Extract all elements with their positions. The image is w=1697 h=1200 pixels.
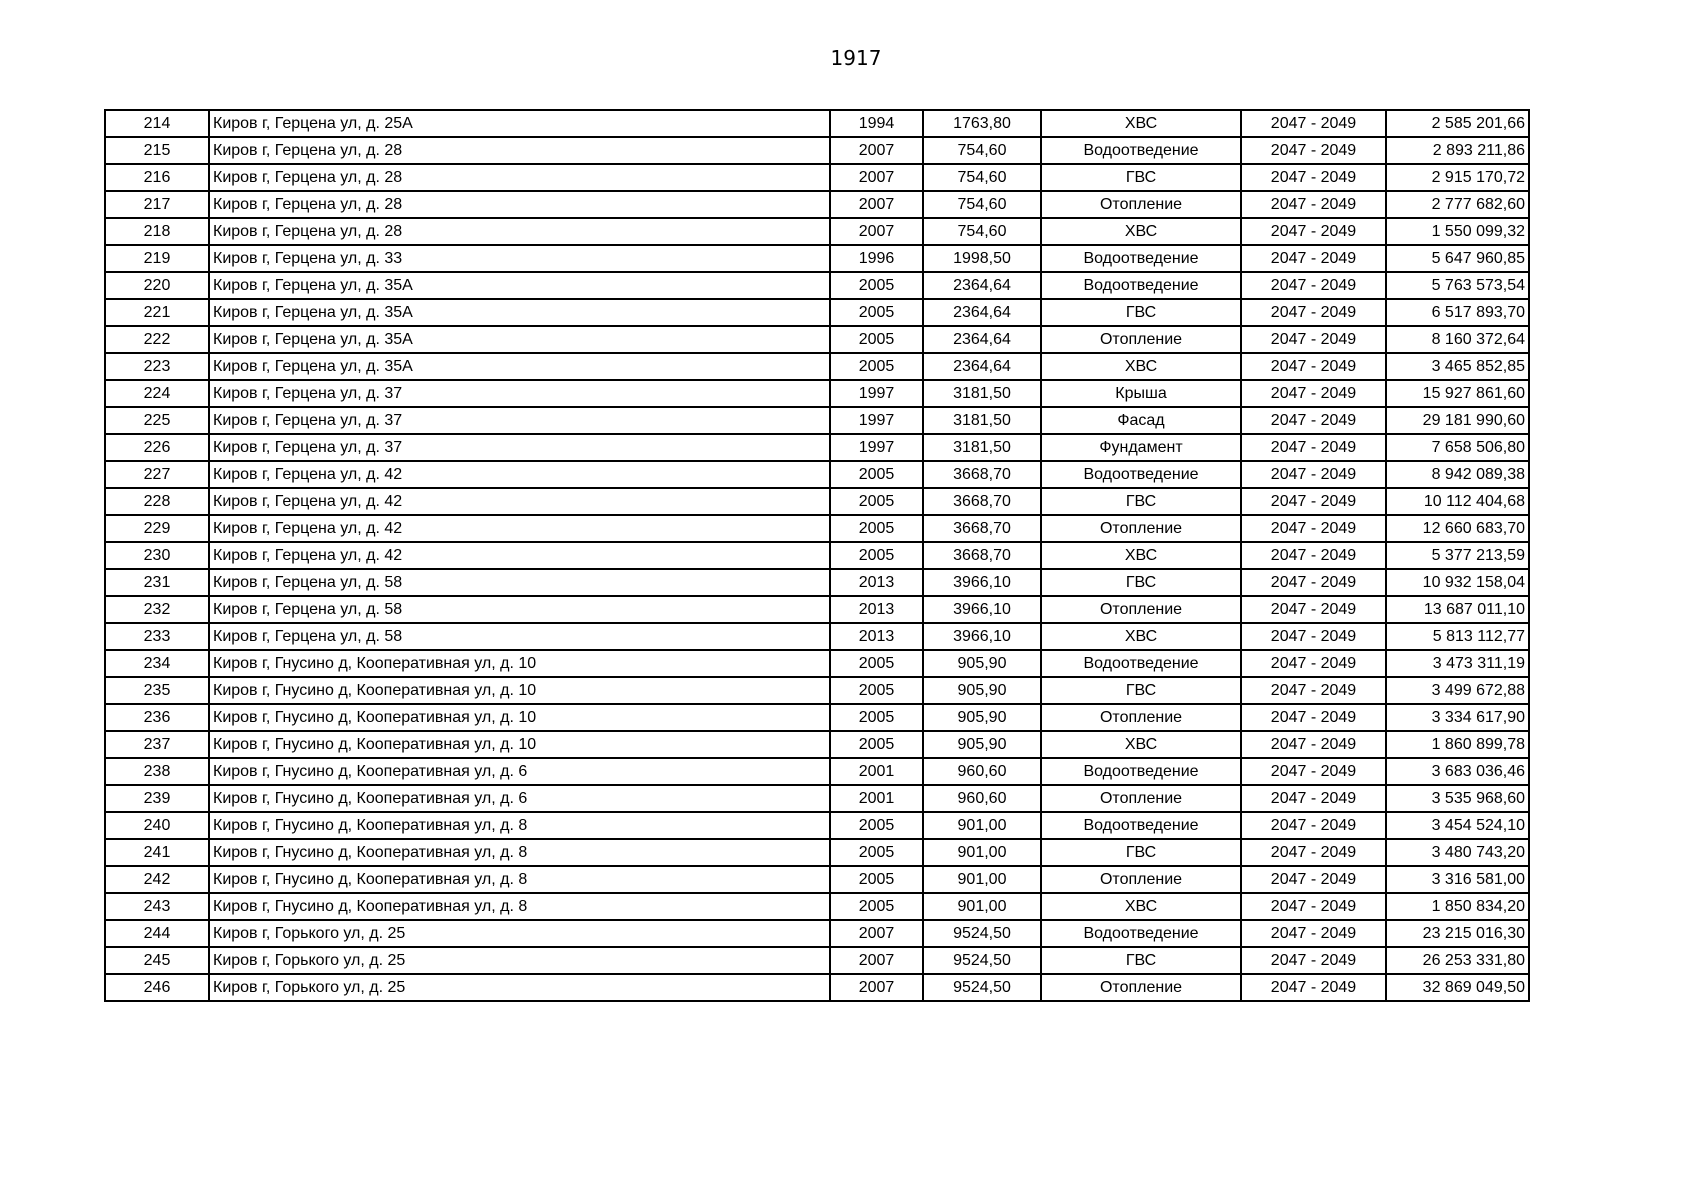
year-built-cell: 2001 bbox=[830, 758, 923, 785]
cost-cell: 8 942 089,38 bbox=[1386, 461, 1529, 488]
page-number: 1917 bbox=[830, 46, 882, 70]
work-type-cell: ХВС bbox=[1041, 353, 1241, 380]
period-cell: 2047 - 2049 bbox=[1241, 947, 1386, 974]
area-cell: 960,60 bbox=[923, 785, 1041, 812]
table-row bbox=[105, 191, 1529, 218]
row-number: 240 bbox=[105, 812, 209, 839]
year-built-cell: 2005 bbox=[830, 704, 923, 731]
work-type-cell: Крыша bbox=[1041, 380, 1241, 407]
year-built-cell: 2005 bbox=[830, 461, 923, 488]
area-cell: 1763,80 bbox=[923, 110, 1041, 137]
row-number: 223 bbox=[105, 353, 209, 380]
area-cell: 901,00 bbox=[923, 893, 1041, 920]
period-cell: 2047 - 2049 bbox=[1241, 434, 1386, 461]
table-row bbox=[105, 758, 1529, 785]
year-built-cell: 2005 bbox=[830, 812, 923, 839]
address-cell: Киров г, Гнусино д, Кооперативная ул, д. 10 bbox=[209, 677, 830, 704]
address-cell: Киров г, Гнусино д, Кооперативная ул, д. 10 bbox=[209, 650, 830, 677]
work-type-cell: ХВС bbox=[1041, 218, 1241, 245]
area-cell: 754,60 bbox=[923, 218, 1041, 245]
work-type-cell: ГВС bbox=[1041, 677, 1241, 704]
address-cell: Киров г, Гнусино д, Кооперативная ул, д. 8 bbox=[209, 839, 830, 866]
table-row bbox=[105, 893, 1529, 920]
address-cell: Киров г, Гнусино д, Кооперативная ул, д. 10 bbox=[209, 704, 830, 731]
work-type-cell: ГВС bbox=[1041, 299, 1241, 326]
year-built-cell: 1996 bbox=[830, 245, 923, 272]
cost-cell: 12 660 683,70 bbox=[1386, 515, 1529, 542]
row-number: 215 bbox=[105, 137, 209, 164]
row-number: 241 bbox=[105, 839, 209, 866]
year-built-cell: 2013 bbox=[830, 569, 923, 596]
year-built-cell: 2005 bbox=[830, 353, 923, 380]
cost-cell: 29 181 990,60 bbox=[1386, 407, 1529, 434]
work-type-cell: ХВС bbox=[1041, 893, 1241, 920]
period-cell: 2047 - 2049 bbox=[1241, 137, 1386, 164]
table-row bbox=[105, 272, 1529, 299]
table-row bbox=[105, 812, 1529, 839]
table-row bbox=[105, 515, 1529, 542]
address-cell: Киров г, Горького ул, д. 25 bbox=[209, 920, 830, 947]
table-row bbox=[105, 623, 1529, 650]
period-cell: 2047 - 2049 bbox=[1241, 623, 1386, 650]
period-cell: 2047 - 2049 bbox=[1241, 299, 1386, 326]
row-number: 246 bbox=[105, 974, 209, 1001]
period-cell: 2047 - 2049 bbox=[1241, 893, 1386, 920]
year-built-cell: 1997 bbox=[830, 407, 923, 434]
year-built-cell: 1997 bbox=[830, 434, 923, 461]
table-row bbox=[105, 920, 1529, 947]
work-type-cell: Фундамент bbox=[1041, 434, 1241, 461]
table-row bbox=[105, 407, 1529, 434]
address-cell: Киров г, Горького ул, д. 25 bbox=[209, 974, 830, 1001]
work-type-cell: Водоотведение bbox=[1041, 461, 1241, 488]
period-cell: 2047 - 2049 bbox=[1241, 353, 1386, 380]
cost-cell: 3 480 743,20 bbox=[1386, 839, 1529, 866]
row-number: 244 bbox=[105, 920, 209, 947]
address-cell: Киров г, Герцена ул, д. 28 bbox=[209, 137, 830, 164]
cost-cell: 6 517 893,70 bbox=[1386, 299, 1529, 326]
address-cell: Киров г, Герцена ул, д. 42 bbox=[209, 542, 830, 569]
work-type-cell: ГВС bbox=[1041, 947, 1241, 974]
address-cell: Киров г, Гнусино д, Кооперативная ул, д. 6 bbox=[209, 785, 830, 812]
area-cell: 3966,10 bbox=[923, 623, 1041, 650]
period-cell: 2047 - 2049 bbox=[1241, 920, 1386, 947]
work-type-cell: Отопление bbox=[1041, 596, 1241, 623]
period-cell: 2047 - 2049 bbox=[1241, 380, 1386, 407]
table-row bbox=[105, 731, 1529, 758]
work-type-cell: Отопление bbox=[1041, 191, 1241, 218]
year-built-cell: 2007 bbox=[830, 218, 923, 245]
cost-cell: 3 454 524,10 bbox=[1386, 812, 1529, 839]
cost-cell: 2 915 170,72 bbox=[1386, 164, 1529, 191]
row-number: 245 bbox=[105, 947, 209, 974]
period-cell: 2047 - 2049 bbox=[1241, 812, 1386, 839]
table-row bbox=[105, 110, 1529, 137]
year-built-cell: 2007 bbox=[830, 947, 923, 974]
year-built-cell: 2001 bbox=[830, 785, 923, 812]
cost-cell: 1 550 099,32 bbox=[1386, 218, 1529, 245]
year-built-cell: 2005 bbox=[830, 542, 923, 569]
address-cell: Киров г, Герцена ул, д. 28 bbox=[209, 191, 830, 218]
address-cell: Киров г, Герцена ул, д. 35А bbox=[209, 353, 830, 380]
row-number: 222 bbox=[105, 326, 209, 353]
cost-cell: 3 683 036,46 bbox=[1386, 758, 1529, 785]
year-built-cell: 2005 bbox=[830, 866, 923, 893]
area-cell: 901,00 bbox=[923, 839, 1041, 866]
cost-cell: 3 473 311,19 bbox=[1386, 650, 1529, 677]
area-cell: 3668,70 bbox=[923, 515, 1041, 542]
year-built-cell: 2005 bbox=[830, 515, 923, 542]
row-number: 228 bbox=[105, 488, 209, 515]
work-type-cell: Водоотведение bbox=[1041, 812, 1241, 839]
table-row bbox=[105, 245, 1529, 272]
cost-cell: 13 687 011,10 bbox=[1386, 596, 1529, 623]
address-cell: Киров г, Гнусино д, Кооперативная ул, д. 10 bbox=[209, 731, 830, 758]
address-cell: Киров г, Гнусино д, Кооперативная ул, д. 8 bbox=[209, 812, 830, 839]
row-number: 229 bbox=[105, 515, 209, 542]
row-number: 235 bbox=[105, 677, 209, 704]
address-cell: Киров г, Герцена ул, д. 42 bbox=[209, 461, 830, 488]
address-cell: Киров г, Герцена ул, д. 37 bbox=[209, 434, 830, 461]
row-number: 225 bbox=[105, 407, 209, 434]
table-row bbox=[105, 947, 1529, 974]
cost-cell: 2 893 211,86 bbox=[1386, 137, 1529, 164]
area-cell: 905,90 bbox=[923, 731, 1041, 758]
period-cell: 2047 - 2049 bbox=[1241, 542, 1386, 569]
year-built-cell: 2005 bbox=[830, 326, 923, 353]
work-type-cell: Водоотведение bbox=[1041, 920, 1241, 947]
cost-cell: 10 932 158,04 bbox=[1386, 569, 1529, 596]
work-type-cell: Отопление bbox=[1041, 974, 1241, 1001]
row-number: 231 bbox=[105, 569, 209, 596]
period-cell: 2047 - 2049 bbox=[1241, 326, 1386, 353]
address-cell: Киров г, Герцена ул, д. 58 bbox=[209, 596, 830, 623]
period-cell: 2047 - 2049 bbox=[1241, 272, 1386, 299]
row-number: 233 bbox=[105, 623, 209, 650]
address-cell: Киров г, Гнусино д, Кооперативная ул, д. 6 bbox=[209, 758, 830, 785]
address-cell: Киров г, Герцена ул, д. 25А bbox=[209, 110, 830, 137]
row-number: 239 bbox=[105, 785, 209, 812]
row-number: 230 bbox=[105, 542, 209, 569]
table-row bbox=[105, 596, 1529, 623]
row-number: 218 bbox=[105, 218, 209, 245]
area-cell: 3181,50 bbox=[923, 434, 1041, 461]
period-cell: 2047 - 2049 bbox=[1241, 677, 1386, 704]
period-cell: 2047 - 2049 bbox=[1241, 569, 1386, 596]
work-type-cell: ГВС bbox=[1041, 839, 1241, 866]
period-cell: 2047 - 2049 bbox=[1241, 731, 1386, 758]
work-type-cell: Водоотведение bbox=[1041, 272, 1241, 299]
year-built-cell: 2005 bbox=[830, 488, 923, 515]
year-built-cell: 2007 bbox=[830, 164, 923, 191]
year-built-cell: 2007 bbox=[830, 137, 923, 164]
cost-cell: 3 499 672,88 bbox=[1386, 677, 1529, 704]
cost-cell: 3 465 852,85 bbox=[1386, 353, 1529, 380]
repair-schedule-table bbox=[104, 109, 1530, 1002]
area-cell: 2364,64 bbox=[923, 353, 1041, 380]
area-cell: 905,90 bbox=[923, 677, 1041, 704]
address-cell: Киров г, Герцена ул, д. 37 bbox=[209, 380, 830, 407]
table-row bbox=[105, 974, 1529, 1001]
address-cell: Киров г, Герцена ул, д. 28 bbox=[209, 164, 830, 191]
address-cell: Киров г, Герцена ул, д. 58 bbox=[209, 623, 830, 650]
area-cell: 2364,64 bbox=[923, 272, 1041, 299]
period-cell: 2047 - 2049 bbox=[1241, 488, 1386, 515]
work-type-cell: ГВС bbox=[1041, 569, 1241, 596]
area-cell: 905,90 bbox=[923, 704, 1041, 731]
table-row bbox=[105, 839, 1529, 866]
row-number: 216 bbox=[105, 164, 209, 191]
period-cell: 2047 - 2049 bbox=[1241, 515, 1386, 542]
period-cell: 2047 - 2049 bbox=[1241, 461, 1386, 488]
cost-cell: 26 253 331,80 bbox=[1386, 947, 1529, 974]
address-cell: Киров г, Герцена ул, д. 35А bbox=[209, 299, 830, 326]
row-number: 220 bbox=[105, 272, 209, 299]
work-type-cell: Водоотведение bbox=[1041, 758, 1241, 785]
address-cell: Киров г, Герцена ул, д. 35А bbox=[209, 272, 830, 299]
period-cell: 2047 - 2049 bbox=[1241, 758, 1386, 785]
work-type-cell: ХВС bbox=[1041, 731, 1241, 758]
cost-cell: 7 658 506,80 bbox=[1386, 434, 1529, 461]
table-row bbox=[105, 704, 1529, 731]
row-number: 238 bbox=[105, 758, 209, 785]
year-built-cell: 2005 bbox=[830, 677, 923, 704]
year-built-cell: 2005 bbox=[830, 650, 923, 677]
year-built-cell: 2005 bbox=[830, 839, 923, 866]
address-cell: Киров г, Герцена ул, д. 58 bbox=[209, 569, 830, 596]
year-built-cell: 2007 bbox=[830, 191, 923, 218]
cost-cell: 23 215 016,30 bbox=[1386, 920, 1529, 947]
work-type-cell: ХВС bbox=[1041, 542, 1241, 569]
address-cell: Киров г, Горького ул, д. 25 bbox=[209, 947, 830, 974]
cost-cell: 15 927 861,60 bbox=[1386, 380, 1529, 407]
cost-cell: 3 316 581,00 bbox=[1386, 866, 1529, 893]
year-built-cell: 2013 bbox=[830, 596, 923, 623]
address-cell: Киров г, Герцена ул, д. 35А bbox=[209, 326, 830, 353]
area-cell: 905,90 bbox=[923, 650, 1041, 677]
table-row bbox=[105, 569, 1529, 596]
period-cell: 2047 - 2049 bbox=[1241, 704, 1386, 731]
year-built-cell: 2007 bbox=[830, 920, 923, 947]
period-cell: 2047 - 2049 bbox=[1241, 650, 1386, 677]
table-row bbox=[105, 137, 1529, 164]
address-cell: Киров г, Герцена ул, д. 42 bbox=[209, 515, 830, 542]
area-cell: 1998,50 bbox=[923, 245, 1041, 272]
year-built-cell: 2005 bbox=[830, 272, 923, 299]
year-built-cell: 2005 bbox=[830, 299, 923, 326]
period-cell: 2047 - 2049 bbox=[1241, 110, 1386, 137]
area-cell: 754,60 bbox=[923, 164, 1041, 191]
cost-cell: 5 377 213,59 bbox=[1386, 542, 1529, 569]
area-cell: 9524,50 bbox=[923, 920, 1041, 947]
year-built-cell: 1997 bbox=[830, 380, 923, 407]
work-type-cell: ХВС bbox=[1041, 110, 1241, 137]
cost-cell: 2 777 682,60 bbox=[1386, 191, 1529, 218]
area-cell: 901,00 bbox=[923, 812, 1041, 839]
row-number: 242 bbox=[105, 866, 209, 893]
table-row bbox=[105, 434, 1529, 461]
table-row bbox=[105, 488, 1529, 515]
row-number: 224 bbox=[105, 380, 209, 407]
row-number: 236 bbox=[105, 704, 209, 731]
area-cell: 3181,50 bbox=[923, 407, 1041, 434]
table-row bbox=[105, 353, 1529, 380]
period-cell: 2047 - 2049 bbox=[1241, 839, 1386, 866]
row-number: 219 bbox=[105, 245, 209, 272]
period-cell: 2047 - 2049 bbox=[1241, 218, 1386, 245]
period-cell: 2047 - 2049 bbox=[1241, 245, 1386, 272]
area-cell: 3668,70 bbox=[923, 542, 1041, 569]
work-type-cell: Отопление bbox=[1041, 785, 1241, 812]
area-cell: 754,60 bbox=[923, 191, 1041, 218]
table-row bbox=[105, 380, 1529, 407]
row-number: 234 bbox=[105, 650, 209, 677]
year-built-cell: 2005 bbox=[830, 893, 923, 920]
area-cell: 2364,64 bbox=[923, 299, 1041, 326]
work-type-cell: Фасад bbox=[1041, 407, 1241, 434]
area-cell: 9524,50 bbox=[923, 947, 1041, 974]
year-built-cell: 2013 bbox=[830, 623, 923, 650]
year-built-cell: 2007 bbox=[830, 974, 923, 1001]
area-cell: 754,60 bbox=[923, 137, 1041, 164]
table-row bbox=[105, 164, 1529, 191]
area-cell: 901,00 bbox=[923, 866, 1041, 893]
year-built-cell: 1994 bbox=[830, 110, 923, 137]
period-cell: 2047 - 2049 bbox=[1241, 191, 1386, 218]
row-number: 243 bbox=[105, 893, 209, 920]
area-cell: 960,60 bbox=[923, 758, 1041, 785]
row-number: 217 bbox=[105, 191, 209, 218]
row-number: 221 bbox=[105, 299, 209, 326]
cost-cell: 2 585 201,66 bbox=[1386, 110, 1529, 137]
address-cell: Киров г, Герцена ул, д. 28 bbox=[209, 218, 830, 245]
period-cell: 2047 - 2049 bbox=[1241, 407, 1386, 434]
period-cell: 2047 - 2049 bbox=[1241, 596, 1386, 623]
cost-cell: 5 813 112,77 bbox=[1386, 623, 1529, 650]
work-type-cell: Водоотведение bbox=[1041, 650, 1241, 677]
cost-cell: 8 160 372,64 bbox=[1386, 326, 1529, 353]
cost-cell: 1 860 899,78 bbox=[1386, 731, 1529, 758]
row-number: 214 bbox=[105, 110, 209, 137]
table-row bbox=[105, 326, 1529, 353]
work-type-cell: Отопление bbox=[1041, 326, 1241, 353]
address-cell: Киров г, Герцена ул, д. 33 bbox=[209, 245, 830, 272]
cost-cell: 32 869 049,50 bbox=[1386, 974, 1529, 1001]
address-cell: Киров г, Гнусино д, Кооперативная ул, д. 8 bbox=[209, 866, 830, 893]
table-body bbox=[105, 110, 1529, 1001]
cost-cell: 10 112 404,68 bbox=[1386, 488, 1529, 515]
address-cell: Киров г, Герцена ул, д. 37 bbox=[209, 407, 830, 434]
row-number: 232 bbox=[105, 596, 209, 623]
table-row bbox=[105, 461, 1529, 488]
row-number: 226 bbox=[105, 434, 209, 461]
area-cell: 9524,50 bbox=[923, 974, 1041, 1001]
cost-cell: 5 763 573,54 bbox=[1386, 272, 1529, 299]
row-number: 227 bbox=[105, 461, 209, 488]
table-row bbox=[105, 677, 1529, 704]
work-type-cell: ГВС bbox=[1041, 488, 1241, 515]
work-type-cell: Отопление bbox=[1041, 515, 1241, 542]
year-built-cell: 2005 bbox=[830, 731, 923, 758]
table-row bbox=[105, 542, 1529, 569]
area-cell: 3668,70 bbox=[923, 488, 1041, 515]
cost-cell: 3 334 617,90 bbox=[1386, 704, 1529, 731]
table-row bbox=[105, 299, 1529, 326]
period-cell: 2047 - 2049 bbox=[1241, 164, 1386, 191]
period-cell: 2047 - 2049 bbox=[1241, 866, 1386, 893]
period-cell: 2047 - 2049 bbox=[1241, 974, 1386, 1001]
work-type-cell: Отопление bbox=[1041, 704, 1241, 731]
cost-cell: 3 535 968,60 bbox=[1386, 785, 1529, 812]
work-type-cell: Водоотведение bbox=[1041, 245, 1241, 272]
address-cell: Киров г, Герцена ул, д. 42 bbox=[209, 488, 830, 515]
address-cell: Киров г, Гнусино д, Кооперативная ул, д. 8 bbox=[209, 893, 830, 920]
table-row bbox=[105, 218, 1529, 245]
work-type-cell: Водоотведение bbox=[1041, 137, 1241, 164]
area-cell: 3181,50 bbox=[923, 380, 1041, 407]
table-row bbox=[105, 650, 1529, 677]
work-type-cell: ГВС bbox=[1041, 164, 1241, 191]
row-number: 237 bbox=[105, 731, 209, 758]
table-row bbox=[105, 785, 1529, 812]
work-type-cell: Отопление bbox=[1041, 866, 1241, 893]
table-row bbox=[105, 866, 1529, 893]
area-cell: 2364,64 bbox=[923, 326, 1041, 353]
cost-cell: 1 850 834,20 bbox=[1386, 893, 1529, 920]
area-cell: 3966,10 bbox=[923, 569, 1041, 596]
work-type-cell: ХВС bbox=[1041, 623, 1241, 650]
cost-cell: 5 647 960,85 bbox=[1386, 245, 1529, 272]
area-cell: 3668,70 bbox=[923, 461, 1041, 488]
area-cell: 3966,10 bbox=[923, 596, 1041, 623]
period-cell: 2047 - 2049 bbox=[1241, 785, 1386, 812]
